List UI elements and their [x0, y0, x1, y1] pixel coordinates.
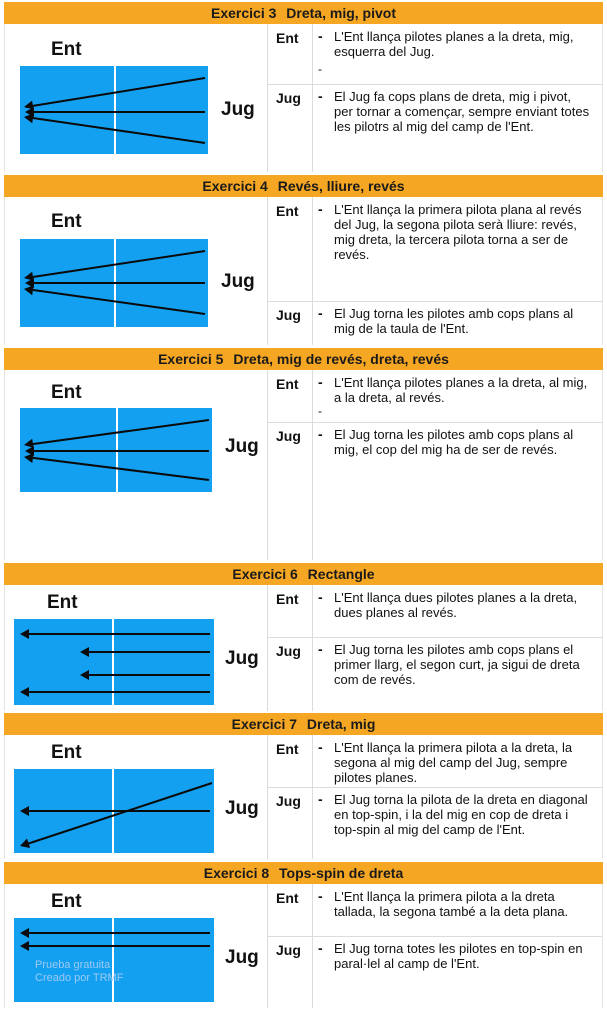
row-description: El Jug fa cops plans de dreta, mig i pivot, per tornar a començar, sempre enviant totes les pilotrs al mig del camp de l'Ent.	[334, 89, 590, 134]
row-role: Jug	[276, 942, 301, 958]
row-description: El Jug torna totes les pilotes en top-spin en paral·lel al camp de l'Ent.	[334, 941, 583, 971]
ent-row: Ent - L'Ent llança la primera pilota a la dreta, la segona al mig del camp del Jug, sempre pilotes planes.	[268, 735, 602, 788]
jug-label: Jug	[221, 271, 255, 292]
exercise-number: Exercici 3	[211, 5, 277, 21]
watermark-line: Prueba gratuita	[35, 959, 111, 971]
row-description: El Jug torna les pilotes amb cops plans al mig de la taula de l'Ent.	[334, 306, 574, 336]
ent-label: Ent	[51, 211, 82, 232]
exercise-6	[4, 563, 603, 711]
row-description: L'Ent llança la primera pilota a la dreta, la segona al mig del camp del Jug, sempre pilotes planes.	[334, 740, 573, 785]
row-role: Ent	[276, 30, 299, 46]
jug-row: Jug - El Jug torna les pilotes amb cops plans el primer llarg, el segon curt, ja sigui de dreta com de revés.	[268, 637, 602, 711]
exercise-header	[4, 348, 603, 370]
row-role: Jug	[276, 90, 301, 106]
exercise-5	[4, 348, 603, 560]
watermark-line: Creado por TRMF	[35, 972, 124, 984]
jug-label: Jug	[225, 648, 259, 669]
jug-row: Jug - El Jug torna les pilotes amb cops plans al mig de la taula de l'Ent.	[268, 301, 602, 345]
exercise-header	[4, 862, 603, 884]
ent-label: Ent	[51, 891, 82, 912]
jug-row: Jug - El Jug torna totes les pilotes en top-spin en paral·lel al camp de l'Ent.	[268, 936, 602, 1008]
exercise-number: Exercici 4	[202, 178, 268, 194]
exercise-4	[4, 175, 603, 345]
jug-label: Jug	[225, 436, 259, 457]
exercise-number: Exercici 6	[232, 566, 298, 582]
exercise-title: Dreta, mig de revés, dreta, revés	[233, 351, 449, 367]
exercise-7	[4, 713, 603, 859]
exercise-number: Exercici 8	[203, 865, 270, 881]
row-description: L'Ent llança pilotes planes a la dreta, mig, esquerra del Jug.	[334, 29, 574, 59]
row-role: Ent	[276, 591, 299, 607]
exercise-diagram	[5, 735, 267, 859]
exercise-header	[4, 563, 603, 585]
exercise-diagram	[5, 197, 267, 345]
jug-row: Jug - El Jug torna la pilota de la dreta en diagonal en top-spin, i la del mig en cop de dreta i top-spin al mig del camp de l'Ent.	[268, 787, 602, 859]
row-role: Jug	[276, 428, 301, 444]
ent-row: Ent - L'Ent llança pilotes planes a la dreta, al mig, a la dreta, al revés. -	[268, 370, 602, 423]
table-diagram	[14, 769, 214, 853]
jug-row: Jug - El Jug torna les pilotes amb cops plans al mig, el cop del mig ha de ser de revés.	[268, 422, 602, 560]
row-role: Jug	[276, 643, 301, 659]
row-description: L'Ent llança dues pilotes planes a la dreta, dues planes al revés.	[334, 590, 578, 620]
row-role: Jug	[276, 793, 301, 809]
row-description: L'Ent llança la primera pilota plana al revés del Jug, la segona pilota serà lliure: revés, mig dreta, la tercera pilota torna a ser de revés.	[334, 202, 582, 262]
table-diagram	[20, 239, 208, 327]
row-description: El Jug torna les pilotes amb cops plans el primer llarg, el segon curt, ja sigui de dreta com de revés.	[334, 642, 580, 687]
row-role: Ent	[276, 376, 299, 392]
exercise-diagram	[5, 884, 267, 1008]
jug-label: Jug	[225, 947, 259, 968]
row-description: El Jug torna la pilota de la dreta en diagonal en top-spin, i la del mig en cop de dreta i top-spin al mig del camp de l'Ent.	[334, 792, 588, 837]
exercise-diagram	[5, 370, 267, 560]
exercise-header	[4, 2, 603, 24]
exercise-diagram	[5, 24, 267, 172]
exercise-number: Exercici 7	[231, 716, 298, 732]
row-role: Ent	[276, 741, 299, 757]
ent-row: Ent - L'Ent llança pilotes planes a la dreta, mig, esquerra del Jug. -	[268, 24, 602, 85]
row-description: El Jug torna les pilotes amb cops plans al mig, el cop del mig ha de ser de revés.	[334, 427, 574, 457]
jug-row: Jug - El Jug fa cops plans de dreta, mig i pivot, per tornar a començar, sempre enviant totes les pilotrs al mig del camp de l'Ent.	[268, 84, 602, 172]
row-role: Ent	[276, 890, 299, 906]
row-role: Jug	[276, 307, 301, 323]
ent-label: Ent	[51, 742, 82, 763]
ent-row: Ent - L'Ent llança la primera pilota a la dreta tallada, la segona també a la deta plana.	[268, 884, 602, 937]
table-diagram	[20, 66, 208, 154]
exercise-title: Tops-spin de dreta	[279, 865, 404, 881]
row-role: Ent	[276, 203, 299, 219]
table-diagram	[14, 619, 214, 705]
exercise-header	[4, 713, 603, 735]
row-description: L'Ent llança la primera pilota a la dreta tallada, la segona també a la deta plana.	[334, 889, 569, 919]
exercise-3	[4, 2, 603, 172]
ent-label: Ent	[47, 592, 78, 613]
ent-row: Ent - L'Ent llança dues pilotes planes a la dreta, dues planes al revés.	[268, 585, 602, 638]
ent-label: Ent	[51, 39, 82, 60]
exercise-diagram	[5, 585, 267, 711]
exercise-title: Rectangle	[307, 566, 375, 582]
table-diagram	[20, 408, 212, 492]
exercise-title: Dreta, mig	[306, 716, 376, 732]
exercise-header	[4, 175, 603, 197]
exercise-title: Revés, lliure, revés	[277, 178, 405, 194]
exercise-title: Dreta, mig, pivot	[286, 5, 396, 21]
jug-label: Jug	[221, 99, 255, 120]
exercise-8	[4, 862, 603, 1008]
ent-label: Ent	[51, 382, 82, 403]
jug-label: Jug	[225, 798, 259, 819]
ent-row: Ent - L'Ent llança la primera pilota plana al revés del Jug, la segona pilota serà lliure: revés, mig dreta, la tercera pilota torna a ser de revés.	[268, 197, 602, 302]
exercise-number: Exercici 5	[158, 351, 224, 367]
row-description: L'Ent llança pilotes planes a la dreta, al mig, a la dreta, al revés.	[334, 375, 588, 405]
